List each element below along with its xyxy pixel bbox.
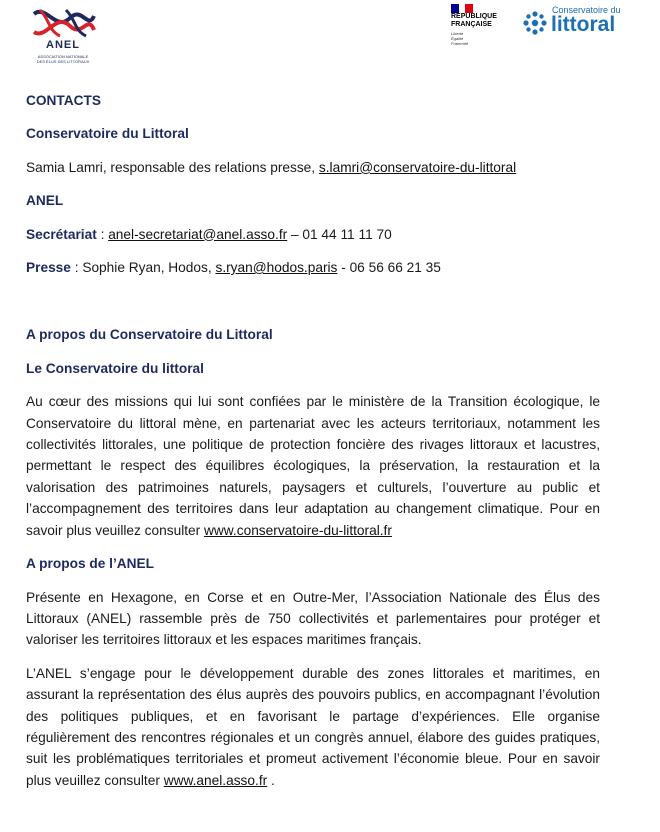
email-link-samia[interactable]: s.lamri@conservatoire-du-littoral: [318, 159, 517, 175]
email-link-presse[interactable]: s.ryan@hodos.paris: [215, 260, 338, 276]
about-anel-title: A propos de l’ANEL: [26, 556, 155, 572]
conservatoire-logo-big: littoral: [551, 13, 616, 36]
contact-org-anel: ANEL: [26, 193, 64, 209]
conservatoire-website-link[interactable]: www.conservatoire-du-littoral.fr: [204, 522, 392, 538]
marianne-flag-icon: [451, 4, 473, 13]
anel-knot-icon: [26, 6, 100, 40]
contact-line-secretariat: Secrétariat : anel-secretariat@anel.asso.fr – 01 44 11 11 70: [26, 226, 392, 242]
contact-org-conservatoire: Conservatoire du Littoral: [26, 126, 189, 142]
contact-line-samia: Samia Lamri, responsable des relations presse, s.lamri@conservatoire-du-littoral: [26, 159, 517, 175]
republique-motto: Liberté Égalité Fraternité: [451, 31, 469, 46]
anel-website-link[interactable]: www.anel.asso.fr: [163, 772, 268, 788]
republique-francaise-logo: [451, 4, 511, 52]
document-body: [26, 90, 600, 791]
anel-logo: [26, 6, 100, 66]
about-conservatoire-subtitle: Le Conservatoire du littoral: [26, 360, 204, 376]
about-conservatoire-title: A propos du Conservatoire du Littoral: [26, 327, 273, 343]
republique-title: RÉPUBLIQUE FRANÇAISE: [451, 13, 497, 28]
conservatoire-logo: [522, 4, 636, 38]
anel-logo-sub2: DES ÉLUS DES LITTORAUX: [36, 59, 90, 64]
anel-logo-name: ANEL: [46, 39, 80, 51]
header: [0, 0, 660, 70]
about-anel-para2: L’ANEL s’engage pour le développement durable des zones littorales et maritimes, en assurant la représentation des élus auprès des pouvoirs publics, en accompagnant l’évolution des politiques publiques, et en favorisant le partage d’expériences. Elle organise régulièrement des rencontres régionales et un congrès annuel, élabore des guides pratiques, suit les problématiques territoriales et promeut activement l’économie bleue. Pour en savoir plus veuillez consulter www.anel.asso.fr .: [26, 665, 600, 788]
contact-line-presse: Presse : Sophie Ryan, Hodos, s.ryan@hodos.paris - 06 56 66 21 35: [26, 260, 441, 276]
conservatoire-logo-small: Conservatoire du: [552, 5, 621, 15]
email-link-secretariat[interactable]: anel-secretariat@anel.asso.fr: [108, 226, 288, 242]
about-anel-para1: Présente en Hexagone, en Corse et en Outre-Mer, l’Association Nationale des Élus des Littoraux (ANEL) rassemble près de 750 collectivités et parlementaires pour protéger et valoriser les territoires littoraux et les espaces maritimes français.: [26, 589, 600, 648]
about-conservatoire-body: Au cœur des missions qui lui sont confiées par le ministère de la Transition écologique, le Conservatoire du littoral mène, en partenariat avec les acteurs territoriaux, notamment les collectivités littorales, une politique de protection foncière des rivages littoraux et lacustres, permettant le respect des équilibres écologiques, la préservation, la restauration et la valorisation des patrimoines naturels, paysagers et culturels, l’ouverture au public et l’accompagnement des territoires dans leur adaptation au changement climatique. Pour en savoir plus veuillez consulter www.conservatoire-du-littoral.fr: [26, 394, 600, 538]
anel-logo-sub1: ASSOCIATION NATIONALE: [37, 54, 89, 59]
contacts-title: CONTACTS: [26, 93, 102, 108]
conservatoire-star-icon: [522, 10, 548, 36]
